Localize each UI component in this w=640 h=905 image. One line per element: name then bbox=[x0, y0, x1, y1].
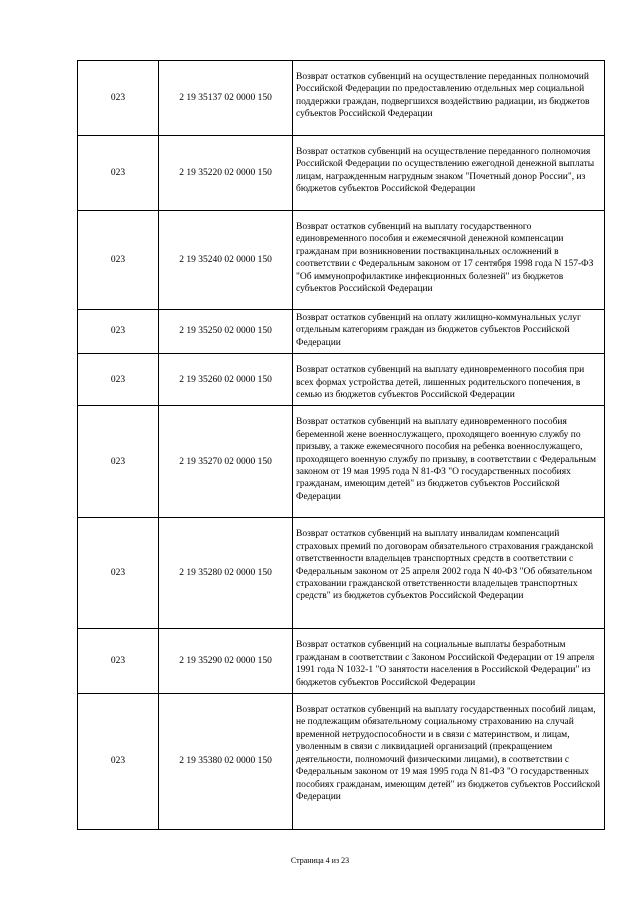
budget-code-cell: 2 19 35380 02 0000 150 bbox=[159, 694, 293, 830]
budget-codes-table bbox=[77, 60, 605, 830]
budget-code-cell: 2 19 35270 02 0000 150 bbox=[159, 406, 293, 518]
budget-code-cell: 2 19 35137 02 0000 150 bbox=[159, 61, 293, 136]
income-name-cell: Возврат остатков субвенций на социальные выплаты безработным гражданам в соответствии с Законом Российской Федерации от 19 апреля 1991 года N 1032-1 "О занятости населения в Российской Федерации" из бюджетов субъектов Российской Федерации bbox=[293, 629, 605, 694]
income-name-cell: Возврат остатков субвенций на выплату инвалидам компенсаций страховых премий по договорам обязательного страхования гражданской ответственности владельцев транспортных средств в соответствии с Федеральным законом от 25 апреля 2002 года N 40-ФЗ "Об обязательном страховании гражданской ответственности владельцев транспортных средств" из бюджетов субъектов Российской Федерации bbox=[293, 518, 605, 629]
income-name-cell: Возврат остатков субвенций на выплату единовременного пособия при всех формах устройства детей, лишенных родительского попечения, в семью из бюджетов субъектов Российской Федерации bbox=[293, 354, 605, 406]
table-row bbox=[78, 518, 605, 629]
income-name-cell: Возврат остатков субвенций на оплату жилищно-коммунальных услуг отдельным категориям граждан из бюджетов субъектов Российской Федерации bbox=[293, 310, 605, 354]
budget-code-cell: 2 19 35290 02 0000 150 bbox=[159, 629, 293, 694]
admin-code-cell: 023 bbox=[78, 211, 159, 310]
income-name-cell: Возврат остатков субвенций на выплату государственных пособий лицам, не подлежащим обязательному социальному страхованию на случай временной нетрудоспособности и в связи с материнством, и лицам, уволенным в связи с ликвидацией организаций (прекращением деятельности, полномочий физическими лицами), в соответствии с Федеральным законом от 19 мая 1995 года N 81-ФЗ "О государственных пособиях гражданам, имеющим детей" из бюджетов субъектов Российской Федерации bbox=[293, 694, 605, 830]
admin-code-cell: 023 bbox=[78, 694, 159, 830]
budget-code-cell: 2 19 35240 02 0000 150 bbox=[159, 211, 293, 310]
admin-code-cell: 023 bbox=[78, 61, 159, 136]
admin-code-cell: 023 bbox=[78, 136, 159, 211]
table-row bbox=[78, 61, 605, 136]
budget-code-cell: 2 19 35220 02 0000 150 bbox=[159, 136, 293, 211]
table-row bbox=[78, 694, 605, 830]
income-name-cell: Возврат остатков субвенций на осуществление переданного полномочия Российской Федерации по осуществлению ежегодной денежной выплаты лицам, награжденным нагрудным знаком "Почетный донор России", из бюджетов субъектов Российской Федерации bbox=[293, 136, 605, 211]
table-row bbox=[78, 629, 605, 694]
admin-code-cell: 023 bbox=[78, 310, 159, 354]
admin-code-cell: 023 bbox=[78, 518, 159, 629]
table-row bbox=[78, 406, 605, 518]
budget-code-cell: 2 19 35280 02 0000 150 bbox=[159, 518, 293, 629]
income-name-cell: Возврат остатков субвенций на выплату единовременного пособия беременной жене военнослужащего, проходящего военную службу по призыву, а также ежемесячного пособия на ребенка военнослужащего, проходящего военную службу по призыву, в соответствии с Федеральным законом от 19 мая 1995 года N 81-ФЗ "О государственных пособиях гражданам, имеющим детей" из бюджетов субъектов Российской Федерации bbox=[293, 406, 605, 518]
admin-code-cell: 023 bbox=[78, 406, 159, 518]
budget-code-cell: 2 19 35260 02 0000 150 bbox=[159, 354, 293, 406]
income-name-cell: Возврат остатков субвенций на осуществление переданных полномочий Российской Федерации по предоставлению отдельных мер социальной поддержки граждан, подвергшихся воздействию радиации, из бюджетов субъектов Российской Федерации bbox=[293, 61, 605, 136]
page-number: Страница 4 из 23 bbox=[290, 856, 350, 865]
table-row bbox=[78, 354, 605, 406]
admin-code-cell: 023 bbox=[78, 354, 159, 406]
admin-code-cell: 023 bbox=[78, 629, 159, 694]
table-row bbox=[78, 310, 605, 354]
budget-code-cell: 2 19 35250 02 0000 150 bbox=[159, 310, 293, 354]
income-name-cell: Возврат остатков субвенций на выплату государственного единовременного пособия и ежемесячной денежной компенсации гражданам при возникновении поствакцинальных осложнений в соответствии с Федеральным законом от 17 сентября 1998 года N 157-ФЗ "Об иммунопрофилактике инфекционных болезней" из бюджетов субъектов Российской Федерации bbox=[293, 211, 605, 310]
table-row bbox=[78, 136, 605, 211]
table-body bbox=[78, 61, 605, 830]
table-row bbox=[78, 211, 605, 310]
